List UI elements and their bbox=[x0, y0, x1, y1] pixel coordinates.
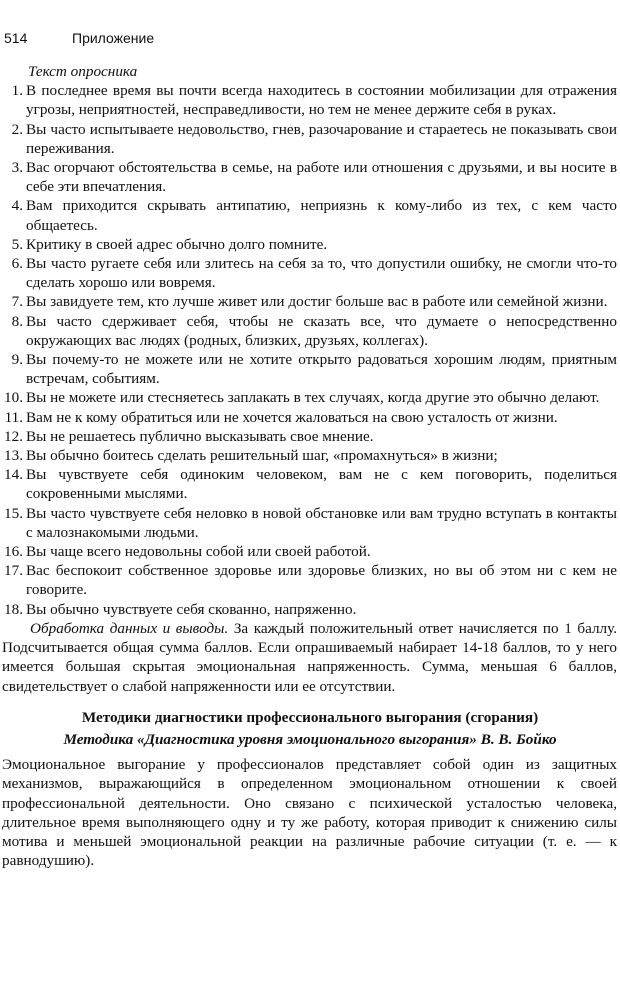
processing-lead: Обработка данных и выводы. bbox=[30, 619, 229, 637]
section-title: Методики диагностики профессионального выгорания (сгорания) bbox=[81, 708, 539, 726]
page-number: 514 bbox=[4, 30, 28, 46]
list-item bbox=[0, 542, 620, 561]
running-header bbox=[4, 30, 155, 46]
list-item-number: 13. bbox=[4, 447, 23, 465]
list-item-text: Вы обычно боитесь сделать решительный шаг, «промахнуться» в жизни; bbox=[26, 447, 498, 465]
list-item-text: В последнее время вы почти всегда находитесь в состоянии мобилизации для отражения угрозы, неприятностей, несправедливости, но тем не менее держите себя в руках. bbox=[26, 82, 617, 119]
list-item-number: 4. bbox=[11, 197, 23, 215]
method-title: Методика «Диагностика уровня эмоционального выгорания» В. В. Бойко bbox=[63, 730, 557, 748]
list-item-text: Вас беспокоит собственное здоровье или здоровье близких, но вы об этом ни с кем не говорите. bbox=[26, 562, 617, 599]
list-item-text: Вы не решаетесь публично высказывать свое мнение. bbox=[26, 427, 374, 445]
list-item bbox=[0, 158, 620, 196]
list-item bbox=[0, 504, 620, 542]
list-item bbox=[0, 446, 620, 465]
processing-paragraph bbox=[0, 619, 620, 696]
list-item-number: 17. bbox=[4, 562, 23, 580]
list-item bbox=[0, 561, 620, 599]
list-item-number: 2. bbox=[11, 120, 23, 138]
list-item bbox=[0, 312, 620, 350]
list-item-number: 18. bbox=[4, 600, 23, 618]
list-item bbox=[0, 388, 620, 407]
list-item-number: 3. bbox=[11, 159, 23, 177]
list-item-text: Вы чаще всего недовольны собой или своей работой. bbox=[26, 543, 371, 561]
list-item bbox=[0, 465, 620, 503]
list-item-number: 5. bbox=[11, 235, 23, 253]
list-item-number: 6. bbox=[11, 255, 23, 273]
list-item bbox=[0, 254, 620, 292]
list-item-number: 9. bbox=[11, 351, 23, 369]
list-item bbox=[0, 600, 620, 619]
list-item-text: Критику в своей адрес обычно долго помните. bbox=[26, 235, 328, 253]
list-item-text: Вас огорчают обстоятельства в семье, на работе или отношения с друзьями, и вы носите в себе эти впечатления. bbox=[26, 159, 617, 196]
list-item-number: 10. bbox=[4, 389, 23, 407]
list-item-number: 11. bbox=[4, 408, 23, 426]
list-item-text: Вам не к кому обратиться или не хочется жаловаться на свою усталость от жизни. bbox=[26, 408, 558, 426]
list-item bbox=[0, 196, 620, 234]
list-item-text: Вы часто испытываете недовольство, гнев, разочарование и стараетесь не показывать свои переживания. bbox=[26, 120, 617, 157]
list-item-text: Вы часто ругаете себя или злитесь на себя за то, что допустили ошибку, не смогли что-то сделать хорошо или вовремя. bbox=[26, 255, 617, 292]
list-item-text: Вы не можете или стесняетесь заплакать в тех случаях, когда другие это обычно делают. bbox=[26, 389, 600, 407]
list-item-number: 7. bbox=[11, 293, 23, 311]
running-section-title: Приложение bbox=[72, 30, 155, 46]
list-item bbox=[0, 408, 620, 427]
list-item-number: 14. bbox=[4, 466, 23, 484]
list-item bbox=[0, 120, 620, 158]
list-item bbox=[0, 427, 620, 446]
processing-text: За каждый положительный ответ начисляется по 1 баллу. Подсчитывается общая сумма баллов. Если опрашиваемый набирает 14-18 баллов, то у него имеется большая скрытая эмоциональная напряженность. Сумма, меньшая 6 баллов, свидетельствует о слабой напряженности или ее отсутствии. bbox=[2, 619, 617, 695]
list-item-number: 16. bbox=[4, 543, 23, 561]
list-item bbox=[0, 292, 620, 311]
list-item-text: Вам приходится скрывать антипатию, неприязнь к кому-либо из тех, с кем часто общаетесь. bbox=[26, 197, 617, 234]
questionnaire-heading: Текст опросника bbox=[28, 63, 138, 80]
list-item-text: Вы обычно чувствуете себя скованно, напряженно. bbox=[26, 600, 357, 618]
list-item-number: 12. bbox=[4, 427, 23, 445]
list-item-text: Вы чувствуете себя одиноким человеком, вам не с кем поговорить, поделиться сокровенными мыслями. bbox=[26, 466, 617, 503]
list-item bbox=[0, 350, 620, 388]
list-item bbox=[0, 81, 620, 119]
list-item-text: Вы завидуете тем, кто лучше живет или достиг больше вас в работе или семейной жизни. bbox=[26, 293, 608, 311]
list-item-text: Вы почему-то не можете или не хотите открыто радоваться хорошим людям, приятным встречам, событиям. bbox=[26, 351, 617, 388]
list-item-number: 15. bbox=[4, 504, 23, 522]
list-item-text: Вы часто сдерживает себя, чтобы не сказать все, что думаете о непосредственно окружающих вас людях (родных, близких, друзьях, коллегах). bbox=[26, 312, 617, 349]
list-item-number: 1. bbox=[11, 82, 23, 100]
page-body bbox=[0, 62, 620, 870]
list-item-text: Вы часто чувствуете себя неловко в новой обстановке или вам трудно вступать в контакты с малознакомыми людьми. bbox=[26, 504, 617, 541]
list-item-number: 8. bbox=[11, 312, 23, 330]
section-paragraph: Эмоциональное выгорание у профессионалов представляет собой один из защитных механизмов, выражающийся в определенном эмоциональном отношении к своей профессиональной деятельности. Оно связано с психической усталостью человека, длительное время выполняющего одну и ту же работу, которая приводит к снижению силы мотива и меньшей эмоциональной реакции на различные рабочие ситуации (т. е. — к равнодушию). bbox=[2, 756, 617, 870]
list-item bbox=[0, 235, 620, 254]
questionnaire-list bbox=[0, 81, 620, 619]
